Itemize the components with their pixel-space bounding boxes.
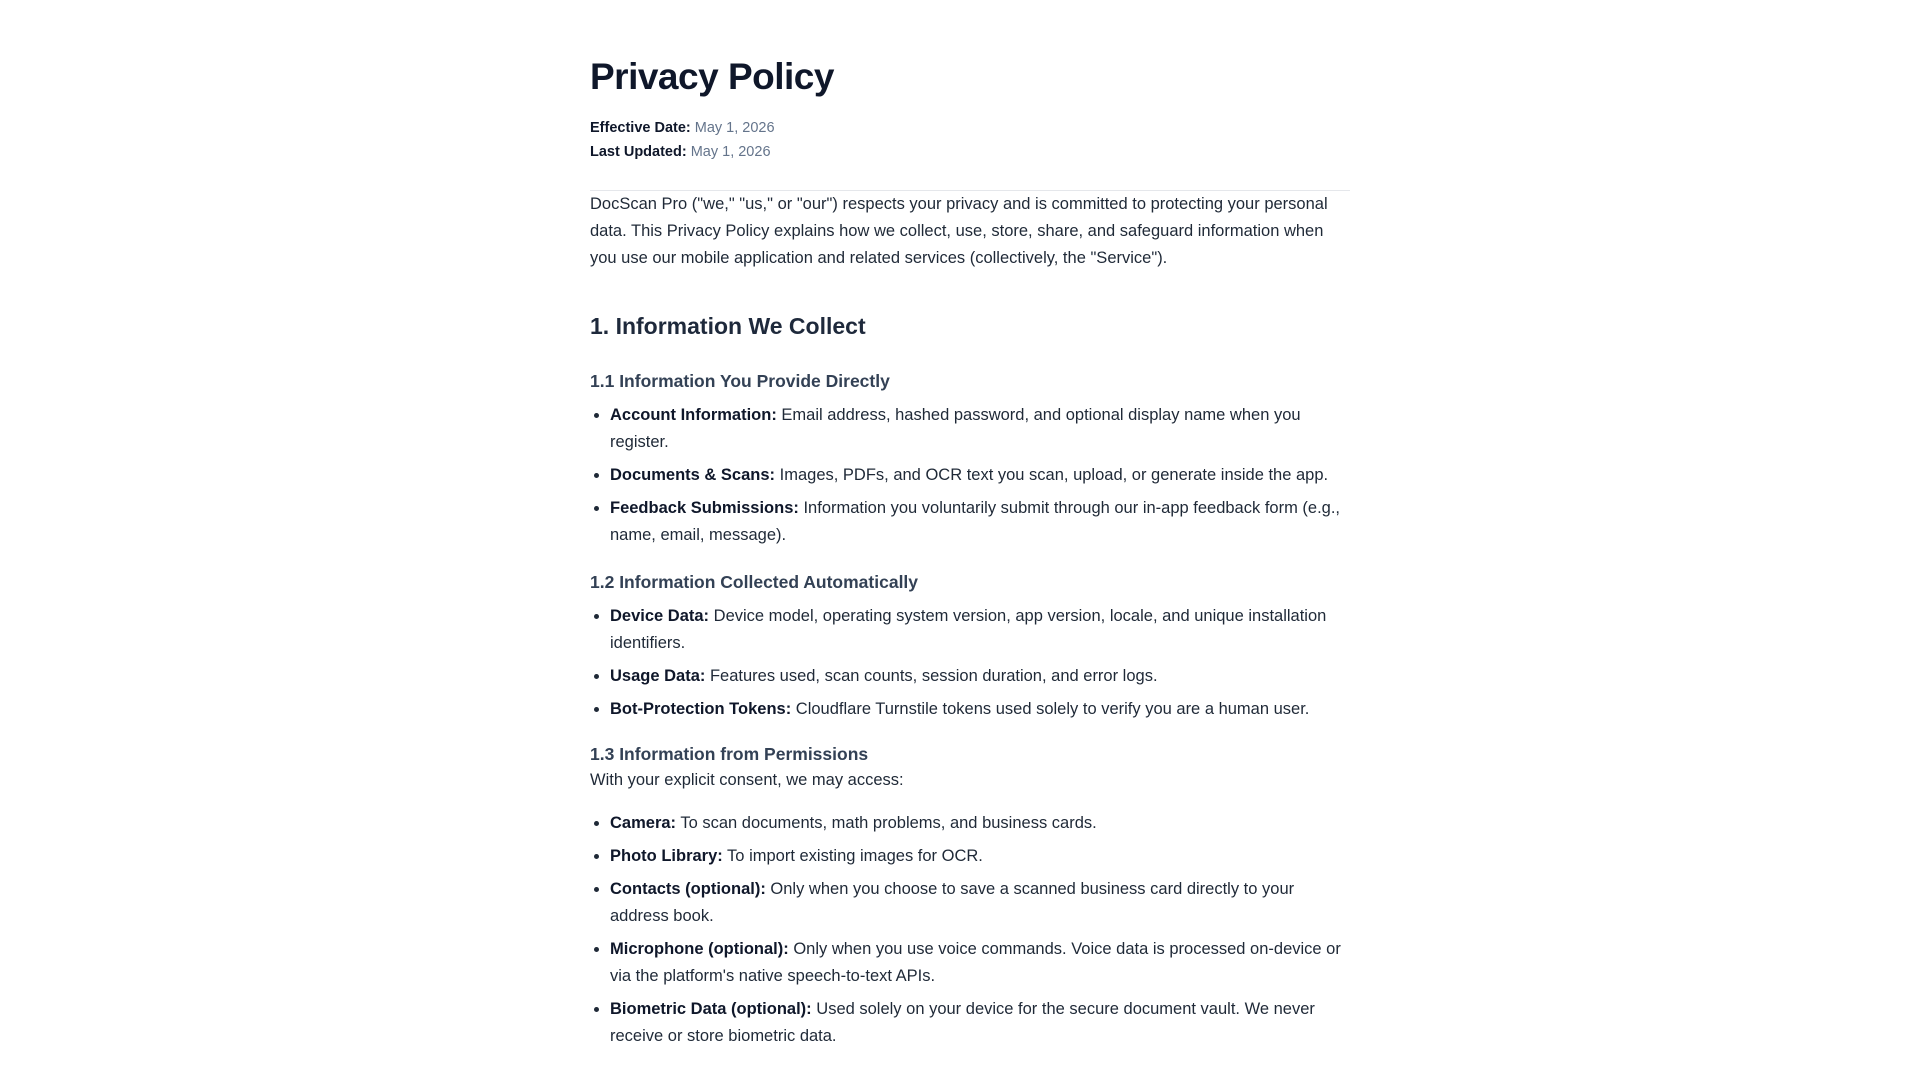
permissions-consent-text: With your explicit consent, we may access: — [590, 771, 904, 789]
section-heading-information-we-collect: 1. Information We Collect — [590, 313, 866, 339]
item-text: To import existing images for OCR. — [722, 847, 983, 865]
subsection-heading-collected-automatically: 1.2 Information Collected Automatically — [590, 572, 919, 592]
item-text: To scan documents, math problems, and business cards. — [676, 814, 1097, 832]
list-item — [610, 810, 1350, 837]
effective-date — [590, 116, 1350, 140]
effective-date-label: Effective Date: — [590, 120, 691, 136]
item-label: Biometric Data (optional): — [610, 1000, 812, 1018]
item-label: Bot-Protection Tokens: — [610, 700, 792, 718]
item-label: Photo Library: — [610, 847, 723, 865]
subsection-heading-provided-directly: 1.1 Information You Provide Directly — [590, 371, 890, 391]
item-text: Features used, scan counts, session duration, and error logs. — [705, 667, 1158, 685]
item-label: Contacts (optional): — [610, 880, 766, 898]
subsection-heading-permissions: 1.3 Information from Permissions — [590, 744, 869, 764]
item-text: Used solely on your device for the secure document vault. We never receive or store biometric data. — [610, 1000, 1315, 1045]
item-label: Documents & Scans: — [610, 466, 776, 484]
item-label: Device Data: — [610, 607, 710, 625]
item-text: Only when you choose to save a scanned business card directly to your address book. — [610, 880, 1295, 925]
item-text: Images, PDFs, and OCR text you scan, upload, or generate inside the app. — [775, 466, 1329, 484]
list-item — [610, 495, 1350, 549]
item-label: Usage Data: — [610, 667, 706, 685]
list-item — [610, 936, 1350, 990]
item-label: Camera: — [610, 814, 677, 832]
item-text: Cloudflare Turnstile tokens used solely to verify you are a human user. — [791, 700, 1310, 718]
page-title: Privacy Policy — [590, 56, 834, 97]
list-item — [610, 603, 1350, 657]
list-item — [610, 462, 1350, 489]
effective-date-value: May 1, 2026 — [694, 120, 775, 136]
list-item — [610, 696, 1350, 723]
item-text: Information you voluntarily submit through our in-app feedback form (e.g., name, email, message). — [610, 499, 1340, 544]
policy-dates — [590, 116, 1350, 164]
item-label: Feedback Submissions: — [610, 499, 799, 517]
last-updated — [590, 140, 1350, 164]
list-item — [610, 663, 1350, 690]
item-text: Email address, hashed password, and optional display name when you register. — [610, 406, 1301, 451]
collected-automatically-list — [590, 603, 1350, 723]
item-label: Account Information: — [610, 406, 777, 424]
item-text: Device model, operating system version, app version, locale, and unique installation identifiers. — [610, 607, 1327, 652]
item-label: Microphone (optional): — [610, 940, 789, 958]
permissions-list — [590, 810, 1350, 1050]
list-item — [610, 402, 1350, 456]
list-item — [610, 843, 1350, 870]
privacy-policy-document — [590, 0, 1350, 1056]
last-updated-label: Last Updated: — [590, 144, 687, 160]
list-item — [610, 996, 1350, 1050]
last-updated-value: May 1, 2026 — [690, 144, 771, 160]
intro-paragraph: DocScan Pro ("we," "us," or "our") respects your privacy and is committed to protecting your personal data. This Privacy Policy explains how we collect, use, store, share, and safeguard information when you use our mobile application and related services (collectively, the "Service"). — [590, 195, 1328, 267]
provided-directly-list — [590, 402, 1350, 549]
list-item — [610, 876, 1350, 930]
item-text: Only when you use voice commands. Voice data is processed on-device or via the platform's native speech-to-text APIs. — [610, 940, 1341, 985]
